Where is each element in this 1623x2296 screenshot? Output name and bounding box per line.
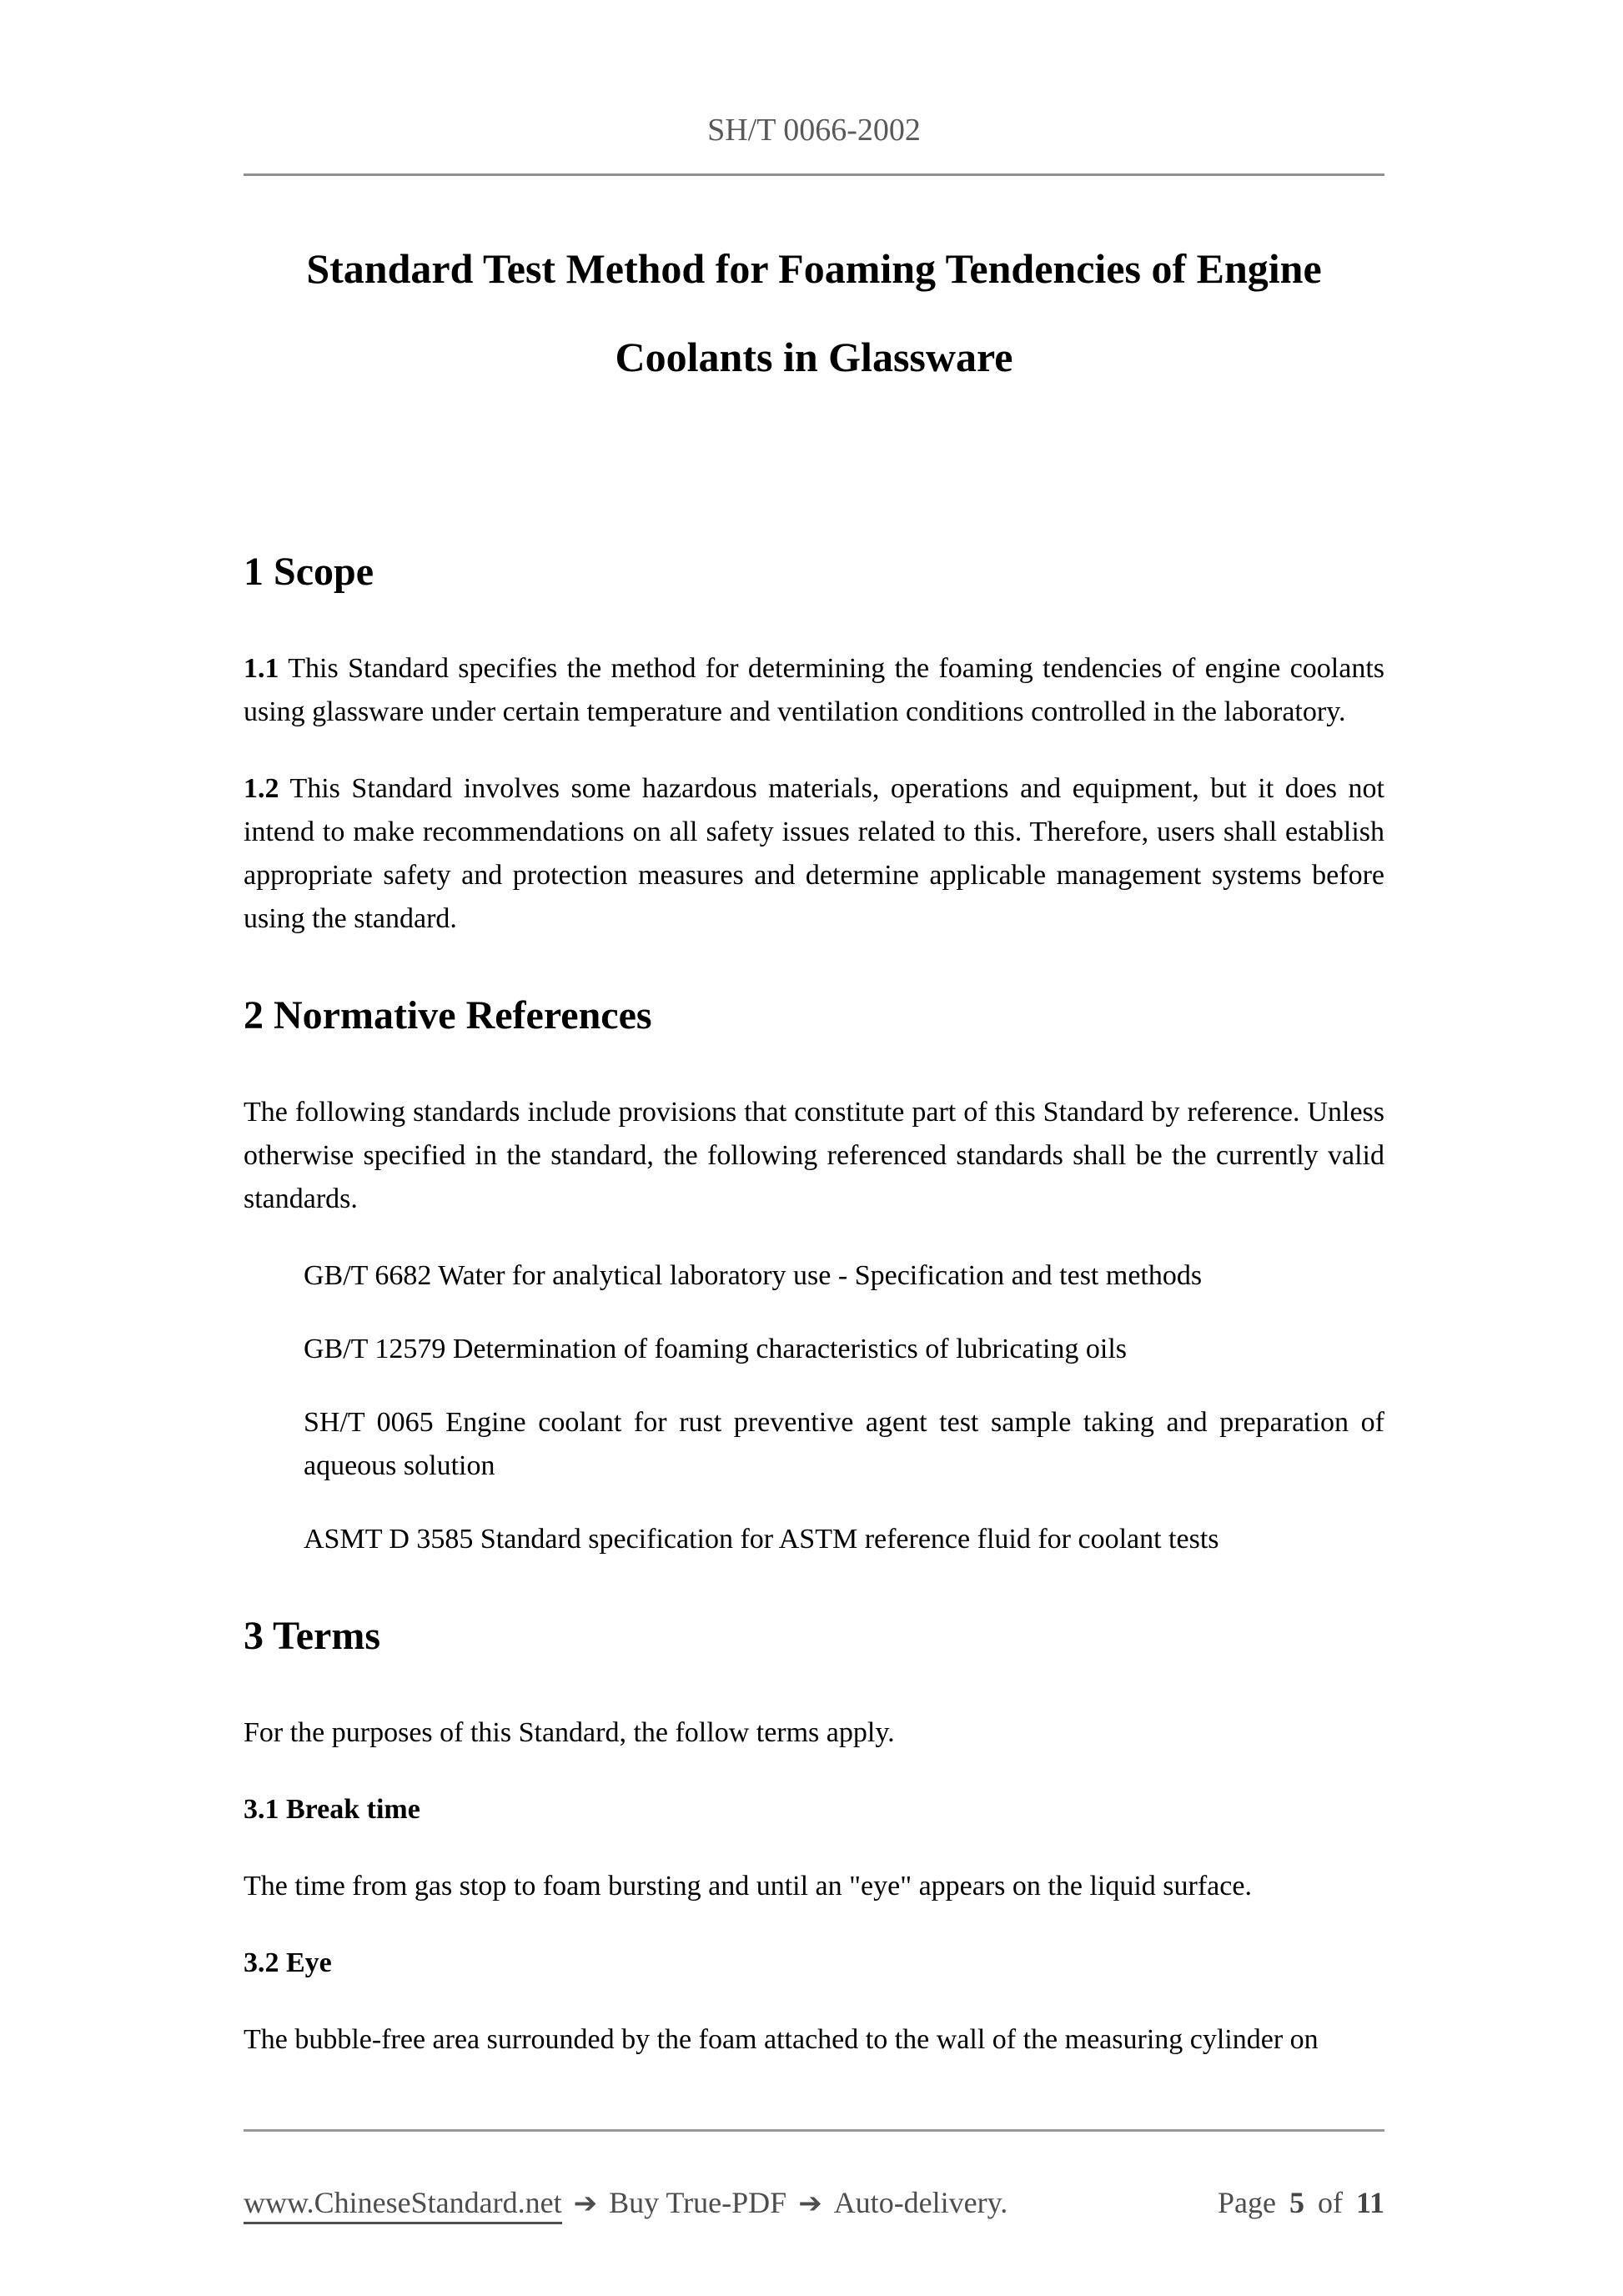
paragraph-references-intro: The following standards include provisions that constitute part of this Standard by reference. Unless otherwise specified in the standard, the following referenced standards shall be the currently valid standards.: [244, 1097, 1384, 1214]
term-heading-break-time: 3.1 Break time: [244, 1794, 420, 1825]
paragraph-scope-1-1: [244, 647, 1384, 734]
page-header: [244, 0, 1384, 176]
total-page-number: 11: [1355, 2186, 1384, 2219]
term-definition-break-time: The time from gas stop to foam bursting and until an "eye" appears on the liquid surface.: [244, 1871, 1252, 1902]
clause-number-1-1: 1.1: [244, 653, 279, 684]
right-arrow-icon: ➔: [798, 2187, 822, 2220]
reference-item-asmtd3585: ASMT D 3585 Standard specification for ASTM reference fluid for coolant tests: [304, 1524, 1219, 1555]
website-link[interactable]: www.ChineseStandard.net: [244, 2183, 562, 2224]
title-line-2: Coolants in Glassware: [615, 334, 1013, 380]
term-heading-eye: 3.2 Eye: [244, 1947, 332, 1978]
reference-item-gbt6682: GB/T 6682 Water for analytical laboratory use - Specification and test methods: [304, 1260, 1203, 1291]
of-label: of: [1317, 2186, 1343, 2219]
term-definition-eye: The bubble-free area surrounded by the foam attached to the wall of the measuring cylinder on: [244, 2024, 1319, 2055]
standard-number: SH/T 0066-2002: [707, 113, 921, 148]
page-indicator: [1218, 2183, 1384, 2222]
section-heading-scope: 1 Scope: [244, 550, 374, 594]
clause-number-1-2: 1.2: [244, 773, 279, 804]
current-page-number: 5: [1289, 2186, 1304, 2219]
footer-delivery-text: Auto-delivery.: [833, 2186, 1008, 2219]
reference-item-gbt12579: GB/T 12579 Determination of foaming characteristics of lubricating oils: [304, 1334, 1128, 1364]
clause-text-1-1: This Standard specifies the method for determining the foaming tendencies of engine coolants using glassware under certain temperature and ventilation conditions controlled in the laboratory.: [244, 653, 1385, 727]
footer-promo: [244, 2183, 1007, 2224]
document-title: [244, 224, 1384, 401]
clause-text-1-2: This Standard involves some hazardous materials, operations and equipment, but it does not intend to make recommendations on all safety issues related to this. Therefore, users shall establish appropriate safety and protection measures and determine applicable management systems before using the standard.: [244, 773, 1385, 934]
section-heading-normative-references: 2 Normative References: [244, 993, 652, 1037]
reference-item-sht0065: SH/T 0065 Engine coolant for rust preventive agent test sample taking and preparation of aqueous solution: [304, 1407, 1384, 1481]
header-divider: [244, 173, 1384, 176]
right-arrow-icon: ➔: [573, 2187, 598, 2220]
paragraph-scope-1-2: [244, 767, 1384, 941]
title-line-1: Standard Test Method for Foaming Tendencies of Engine: [306, 245, 1322, 292]
section-heading-terms: 3 Terms: [244, 1614, 381, 1658]
page-label: Page: [1218, 2186, 1276, 2219]
paragraph-terms-intro: For the purposes of this Standard, the follow terms apply.: [244, 1717, 895, 1748]
footer-buy-text: Buy True-PDF: [609, 2186, 787, 2219]
page-footer: [244, 2129, 1384, 2224]
